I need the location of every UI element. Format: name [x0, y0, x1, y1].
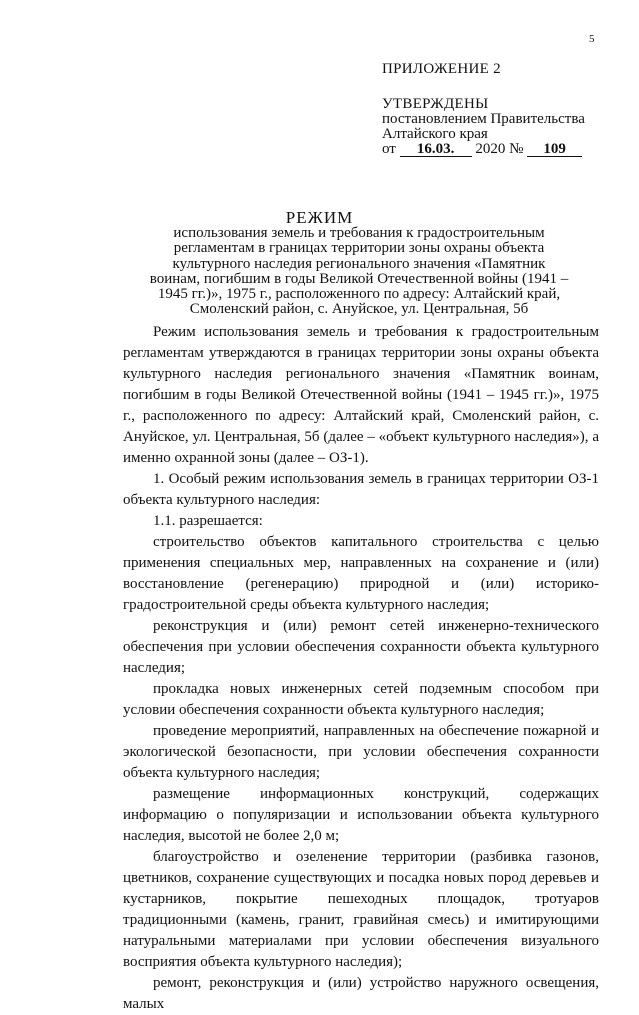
- approval-line-1: постановлением Правительства: [382, 111, 585, 127]
- document-title: РЕЖИМ: [285, 208, 354, 227]
- document-body: [123, 322, 599, 1015]
- subtitle-line: 1945 гг.)», 1975 г., расположенного по адресу: Алтайский край,: [157, 286, 561, 303]
- body-paragraph: ремонт, реконструкция и (или) устройство наружного освещения, малых: [123, 975, 599, 1012]
- approval-block: [382, 62, 622, 157]
- body-paragraph: Режим использования земель и требования к градостроительным регламентам утверждаются в границах территории зоны охраны объекта культурного наследия регионального значения «Памятник воинам, погибшим в годы Великой Отечественной войны (1941 – 1945 гг.)», 1975 г., расположенного по адресу: Алтайский край, Смоленский район, с. Ануйское, ул. Центральная, 5б (далее – «объект культурного наследия»), а именно охранной зоны (далее – ОЗ-1).: [123, 324, 599, 466]
- approval-year: 2020 №: [475, 141, 524, 157]
- body-paragraph: 1. Особый режим использования земель в границах территории ОЗ-1 объекта культурного наследия:: [123, 471, 599, 508]
- approval-line-2: Алтайского края: [382, 126, 488, 142]
- approval-number: 109: [527, 142, 582, 157]
- body-paragraph: размещение информационных конструкций, содержащих информацию о популяризации и использовании объекта культурного наследия, высотой не более 2,0 м;: [123, 786, 599, 844]
- subtitle-line: воинам, погибшим в годы Великой Отечественной войны (1941 –: [149, 270, 569, 287]
- body-paragraph: благоустройство и озеленение территории (разбивка газонов, цветников, сохранение существующих и посадка новых пород деревьев и кустарников, покрытие пешеходных площадок, тротуаров традиционными (камень, гранит, гравийная смесь) и имитирующими натуральными материалами при условии обеспечения визуального восприятия объекта культурного наследия);: [123, 849, 599, 970]
- approval-date-line: [382, 142, 622, 157]
- body-paragraph: проведение мероприятий, направленных на обеспечение пожарной и экологической безопасности, при условии обеспечения сохранности объекта культурного наследия;: [123, 723, 599, 781]
- subtitle-line: культурного наследия регионального значения «Памятник: [172, 255, 546, 272]
- page-number: 5: [589, 33, 595, 45]
- subtitle-line: использования земель и требования к градостроительным: [173, 225, 545, 241]
- approval-date: 16.03.: [400, 142, 472, 157]
- body-paragraph: строительство объектов капитального строительства с целью применения специальных мер, направленных на сохранение и (или) восстановление (регенерацию) природной и (или) историко-градостроительной среды объекта культурного наследия;: [123, 534, 599, 613]
- document-subtitle: [140, 226, 578, 318]
- appendix-label: ПРИЛОЖЕНИЕ 2: [382, 61, 501, 77]
- approved-label: УТВЕРЖДЕНЫ: [382, 96, 489, 112]
- body-paragraph: реконструкция и (или) ремонт сетей инженерно-технического обеспечения при условии обеспечения сохранности объекта культурного наследия;: [123, 618, 599, 676]
- body-paragraph: прокладка новых инженерных сетей подземным способом при условии обеспечения сохранности объекта культурного наследия;: [123, 681, 599, 718]
- from-prefix: от: [382, 141, 396, 157]
- body-paragraph: 1.1. разрешается:: [153, 513, 263, 529]
- subtitle-line: регламентам в границах территории зоны охраны объекта: [173, 240, 545, 257]
- subtitle-line: Смоленский район, с. Ануйское, ул. Центральная, 5б: [189, 301, 529, 318]
